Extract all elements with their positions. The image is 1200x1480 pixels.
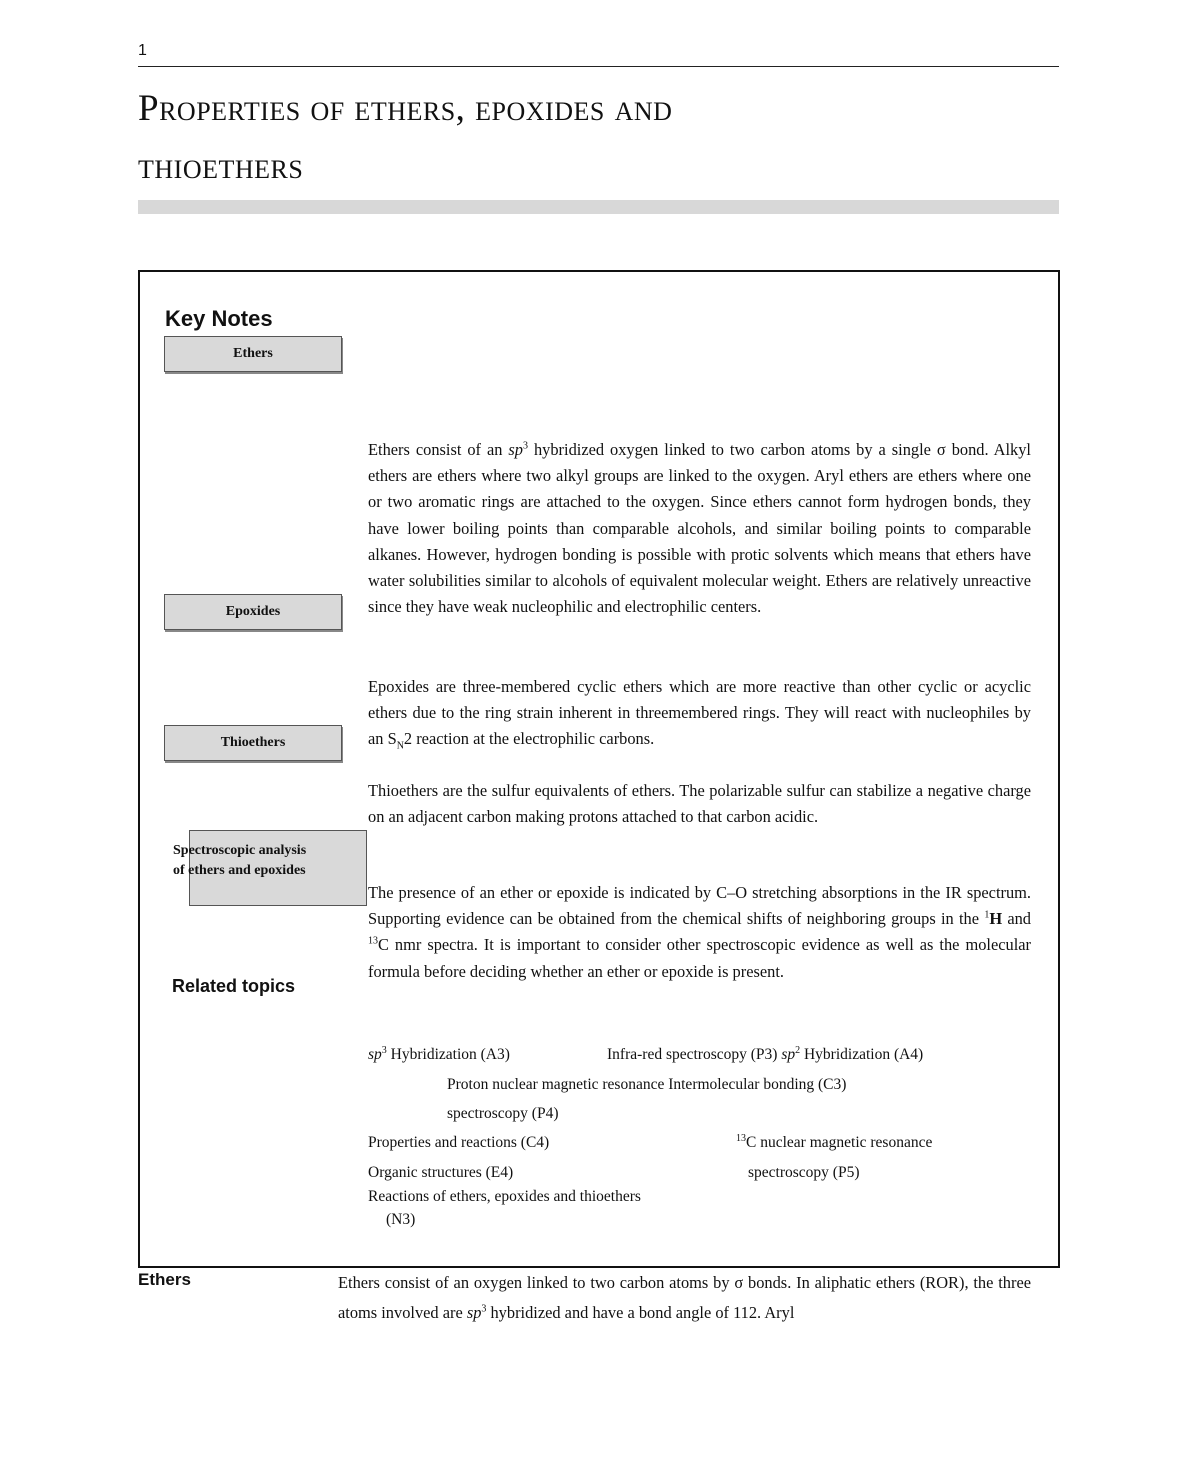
related-topic-sp3-text: Hybridization (A3) <box>386 1046 510 1063</box>
epoxides-note-sub: N <box>396 740 404 752</box>
title-line-2: thioethers <box>138 146 304 187</box>
header-rule <box>138 66 1059 67</box>
ethers-note-sup: 3 <box>523 440 528 452</box>
section-ethers-text-1: Ethers consist of an oxygen linked to two carbon atoms by σ bonds. In aliphatic ethers (ROR), the three atoms involved are <box>338 1273 1031 1322</box>
spectroscopic-note-text-2: C nmr spectra. It is important to consider other spectroscopic evidence as well as the molecular formula before deciding whether an ether or epoxide is present. <box>368 935 1031 981</box>
tag-ethers <box>164 336 342 372</box>
tag-spectroscopic-line-2: of ethers and epoxides <box>173 863 306 878</box>
section-ethers-sp: sp <box>466 1303 482 1322</box>
spectroscopic-note-h: H <box>989 909 1003 929</box>
title-underline-bar <box>138 200 1059 214</box>
key-notes-box <box>138 270 1060 1268</box>
related-topic-sp3[interactable] <box>368 1045 510 1065</box>
spectroscopic-note-sup-1: 1 <box>984 909 990 921</box>
related-topics-heading: Related topics <box>172 976 296 996</box>
related-topic-c13-nmr[interactable] <box>736 1133 932 1153</box>
page-title <box>138 80 1058 196</box>
key-notes-heading: Key Notes <box>165 306 273 331</box>
related-topic-proton-nmr[interactable]: Proton nuclear magnetic resonance Intermolecular bonding (C3) <box>447 1076 847 1093</box>
tag-epoxides <box>164 594 342 630</box>
related-topic-reactions-cont: (N3) <box>386 1211 416 1228</box>
related-topic-organic-structures[interactable]: Organic structures (E4) <box>368 1164 514 1181</box>
related-topic-c13-text: C nuclear magnetic resonance <box>746 1134 933 1151</box>
related-topic-sp2-text: Hybridization (A4) <box>800 1046 924 1063</box>
tag-ethers-label: Ethers <box>233 346 273 361</box>
tag-thioethers <box>164 725 342 761</box>
related-topic-ir-sp2[interactable] <box>607 1045 923 1065</box>
related-topic-proton-nmr-cont: spectroscopy (P4) <box>447 1105 559 1122</box>
epoxides-note-text-2: 2 reaction at the electrophilic carbons. <box>403 729 655 749</box>
section-ethers-sup: 3 <box>481 1303 487 1315</box>
ethers-note-text-2: hybridized oxygen linked to two carbon atoms by a single σ bond. Alkyl ethers are ethers where two alkyl groups are linked to the oxygen. Aryl ethers are ethers where one or two aromatic rings are attached to the oxygen. Since ethers cannot form hydrogen bonds, they have lower boiling points than comparable alcohols, and similar boiling points to comparable alkanes. However, hydrogen bonding is possible with protic solvents which means that ethers have water solubilities similar to alcohols of equivalent molecular weight. Ethers are relatively unreactive since they have weak nucleophilic and electrophilic centers. <box>368 440 1031 617</box>
page-number: 1 <box>138 42 147 59</box>
related-topic-sp2-sup: 2 <box>795 1044 801 1056</box>
related-topic-reactions[interactable]: Reactions of ethers, epoxides and thioethers <box>368 1188 641 1205</box>
thioethers-note <box>368 778 1031 830</box>
section-ethers-text-2: hybridized and have a bond angle of 112. Aryl <box>486 1303 795 1322</box>
spectroscopic-note-and: and <box>1002 909 1031 929</box>
thioethers-note-text: Thioethers are the sulfur equivalents of ethers. The polarizable sulfur can stabilize a negative charge on an adjacent carbon making protons attached to that carbon acidic. <box>368 781 1031 827</box>
section-ethers-text <box>338 1268 1031 1328</box>
epoxides-note <box>368 674 1031 753</box>
related-topic-sp3-sp: sp <box>368 1046 382 1063</box>
spectroscopic-note <box>368 880 1031 985</box>
tag-epoxides-label: Epoxides <box>225 604 281 619</box>
epoxides-note-text-1: Epoxides are three-membered cyclic ethers which are more reactive than other cyclic or acyclic ethers due to the ring strain inherent in threemembered rings. They will react with nucleophiles by an S <box>368 677 1031 749</box>
title-line-1: Properties of ethers, epoxides and <box>138 88 673 129</box>
ethers-note <box>368 437 1031 620</box>
ethers-note-sp: sp <box>508 440 523 459</box>
spectroscopic-note-sup-13: 13 <box>368 935 378 947</box>
related-topic-sp3-sup: 3 <box>381 1044 387 1056</box>
ethers-note-text-1: Ethers consist of an <box>368 440 509 459</box>
spectroscopic-note-text-1: The presence of an ether or epoxide is indicated by C–O stretching absorptions in the IR spectrum. Supporting evidence can be obtained from the chemical shifts of neighboring groups in the <box>368 883 1031 929</box>
related-topic-c13-sup: 13 <box>736 1132 746 1144</box>
section-heading-ethers: Ethers <box>138 1270 191 1289</box>
tag-spectroscopic-line-1: Spectroscopic analysis <box>173 843 307 858</box>
related-topic-c13-nmr-cont: spectroscopy (P5) <box>748 1164 860 1181</box>
tag-spectroscopic-label <box>173 841 363 881</box>
tag-thioethers-label: Thioethers <box>220 735 286 750</box>
related-topic-properties[interactable]: Properties and reactions (C4) <box>368 1134 550 1151</box>
related-topic-ir-text: Infra-red spectroscopy (P3) <box>607 1046 782 1063</box>
related-topic-sp2-sp: sp <box>781 1046 796 1063</box>
